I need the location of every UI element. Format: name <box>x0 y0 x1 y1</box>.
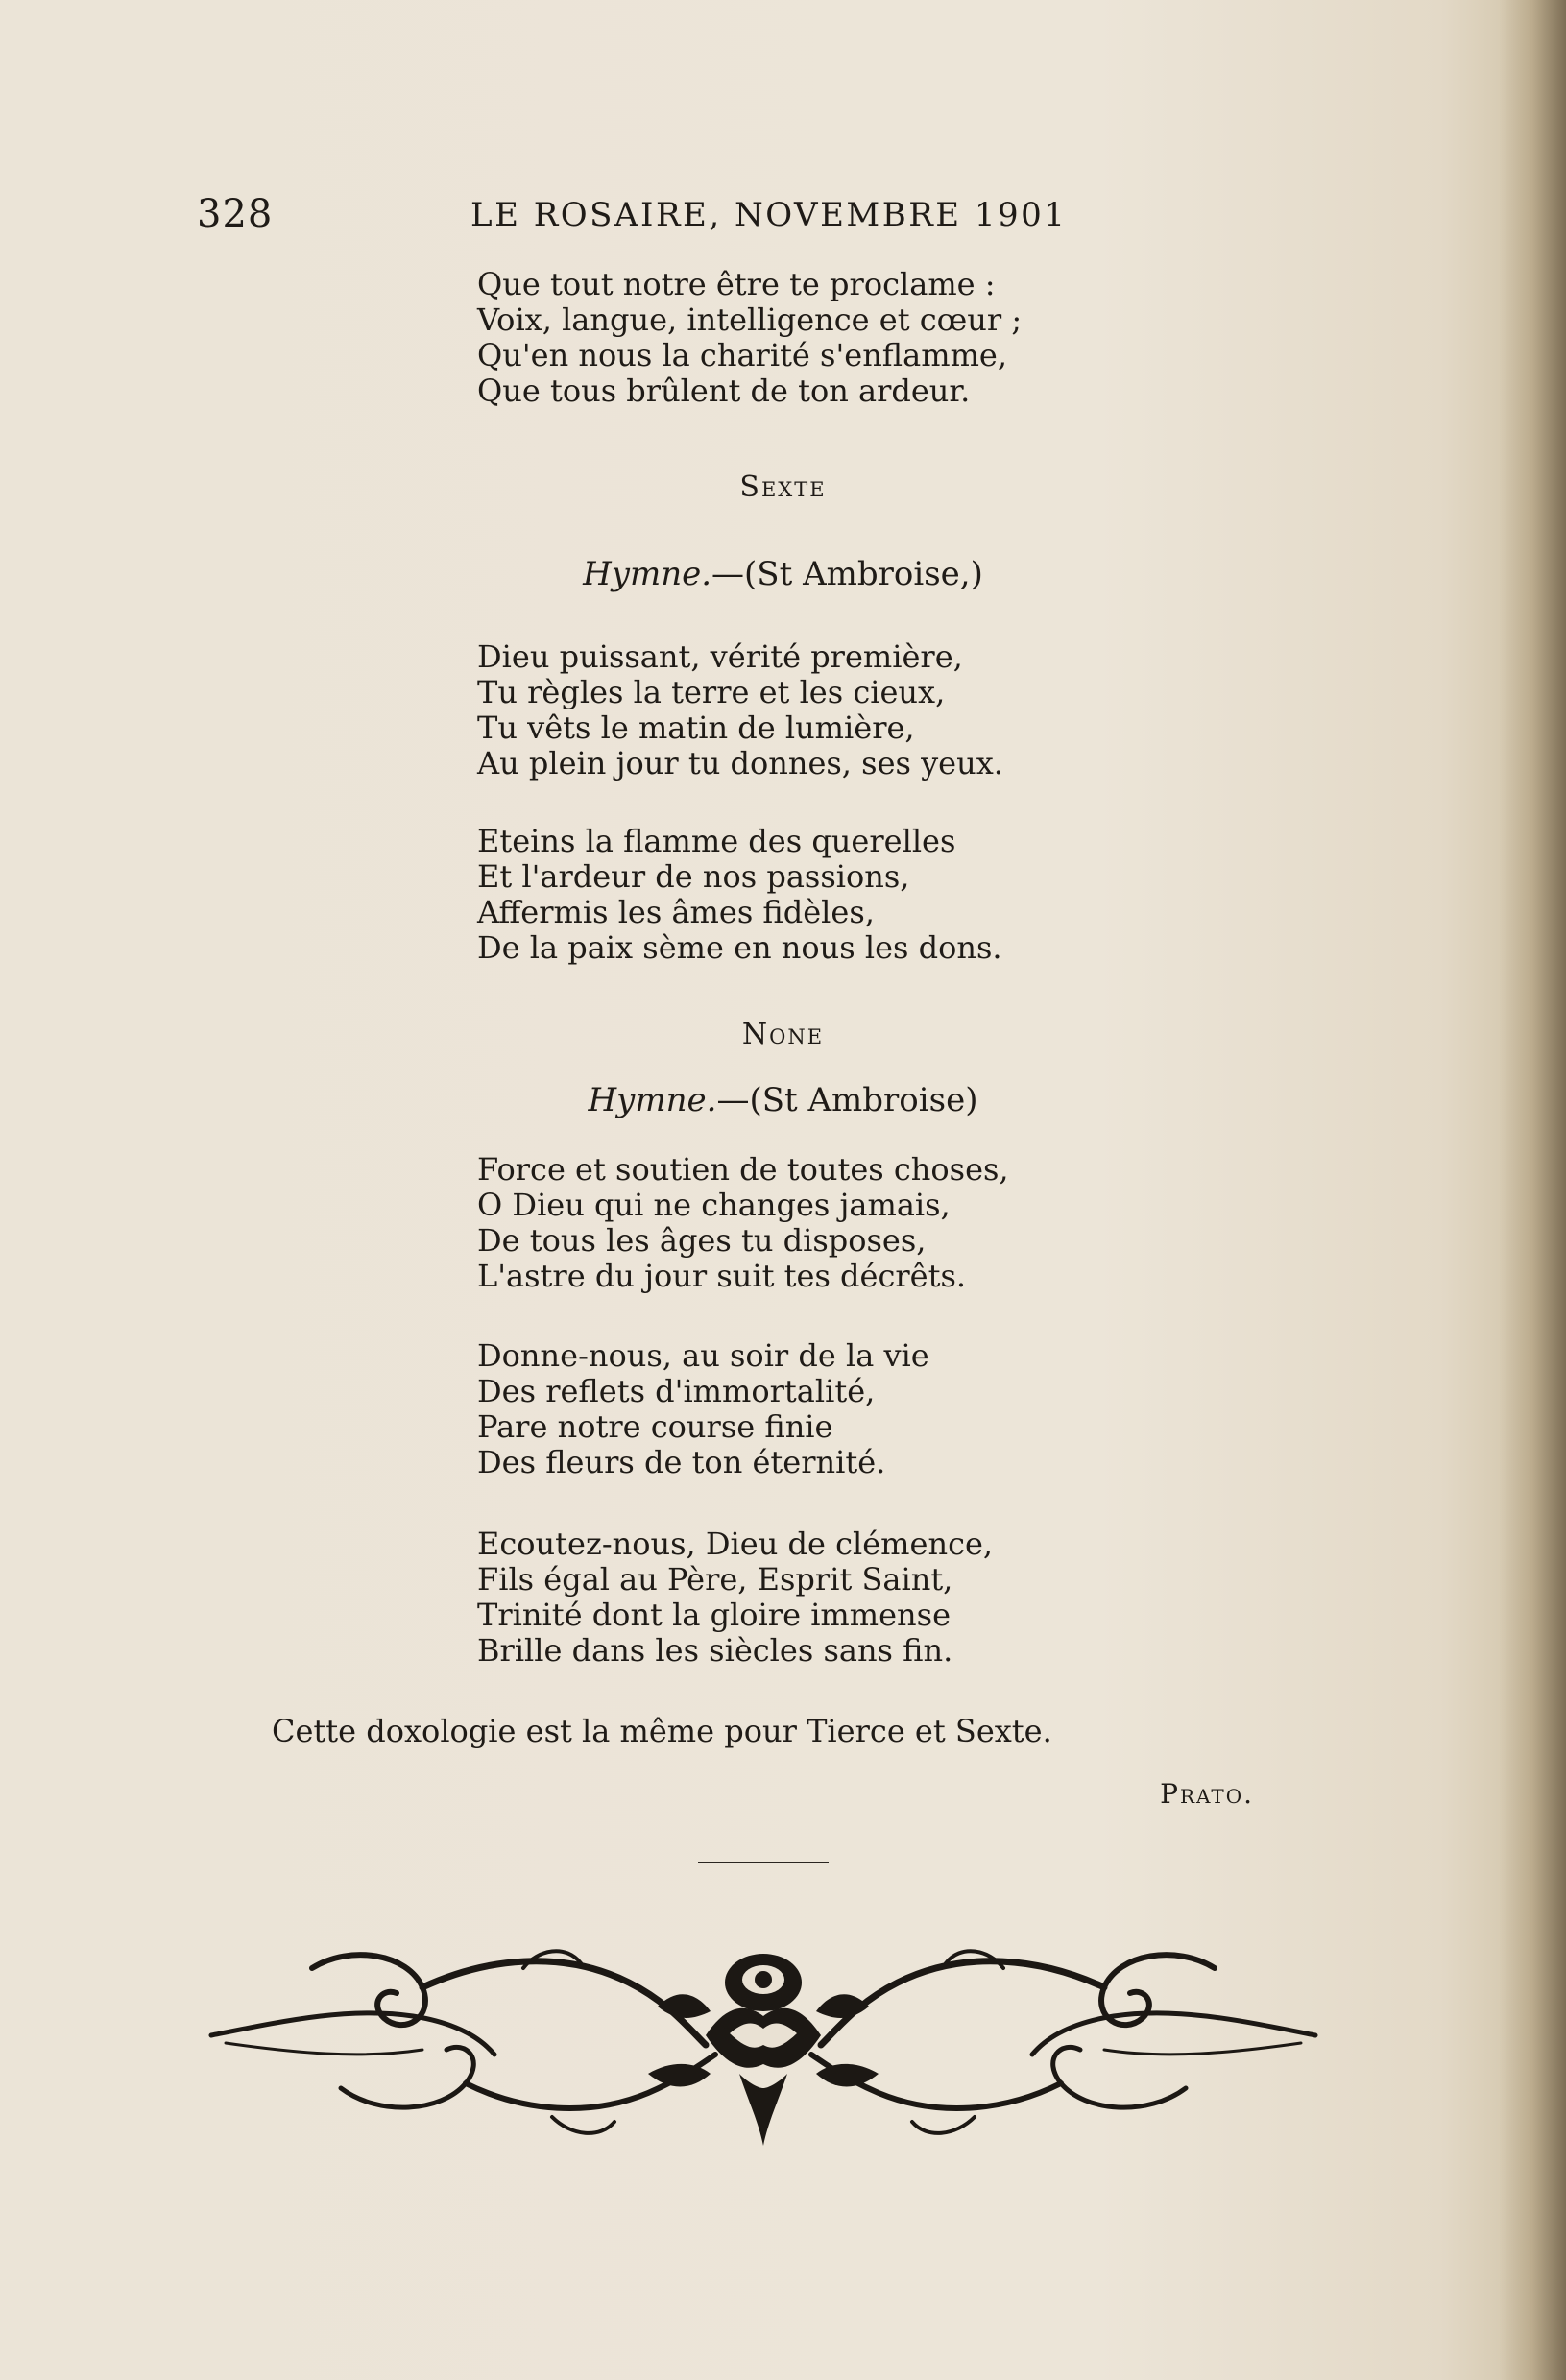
verse-line: Fils égal au Père, Esprit Saint, <box>477 1561 953 1598</box>
doxology-note: Cette doxologie est la même pour Tierce et Sexte. <box>272 1713 1052 1749</box>
floral-scroll-ornament-icon <box>206 1930 1320 2160</box>
verse-line: De tous les âges tu disposes, <box>477 1222 927 1259</box>
hymn-attribution: —(St Ambroise) <box>716 1081 978 1119</box>
verse-line: L'astre du jour suit tes décrêts. <box>477 1258 967 1294</box>
verse-line: Ecoutez-nous, Dieu de clémence, <box>477 1526 994 1562</box>
verse-line: Tu règles la terre et les cieux, <box>477 674 946 710</box>
hymn-heading-none <box>0 1081 1566 1119</box>
verse-line: Des fleurs de ton éternité. <box>477 1444 886 1480</box>
verse-line: Voix, langue, intelligence et cœur ; <box>477 301 1023 338</box>
stanza-none-1 <box>477 1152 1072 1294</box>
page-gutter-shadow <box>1499 0 1566 2380</box>
verse-line: De la paix sème en nous les dons. <box>477 929 1002 966</box>
running-head: LE ROSAIRE, NOVEMBRE 1901 <box>470 196 1068 234</box>
verse-line: Dieu puissant, vérité première, <box>477 638 963 675</box>
section-title-sexte: Sexte <box>739 470 827 504</box>
stanza-sexte-1 <box>477 639 1072 781</box>
verse-line: Donne-nous, au soir de la vie <box>477 1337 929 1374</box>
verse-line: Pare notre course finie <box>477 1408 833 1445</box>
verse-line: Tu vêts le matin de lumière, <box>477 709 915 746</box>
verse-line: Affermis les âmes fidèles, <box>477 894 875 930</box>
hymn-label: Hymne. <box>588 1081 717 1119</box>
section-title-none: None <box>741 1018 825 1051</box>
hymn-attribution: —(St Ambroise,) <box>711 555 983 593</box>
verse-line: Que tous brûlent de ton ardeur. <box>477 373 971 409</box>
stanza-none-2 <box>477 1338 1072 1480</box>
verse-line: Qu'en nous la charité s'enflamme, <box>477 337 1008 373</box>
verse-line: Force et soutien de toutes choses, <box>477 1151 1009 1188</box>
verse-line: Eteins la flamme des querelles <box>477 823 956 859</box>
verse-line: Que tout notre être te proclame : <box>477 266 996 302</box>
verse-line: Et l'ardeur de nos passions, <box>477 858 910 895</box>
verse-line: O Dieu qui ne changes jamais, <box>477 1187 951 1223</box>
author-signature: Prato. <box>1160 1778 1254 1810</box>
stanza-intro <box>477 267 1072 409</box>
verse-line: Des reflets d'immortalité, <box>477 1373 876 1409</box>
closing-rule <box>698 1862 829 1863</box>
page-number: 328 <box>197 192 274 236</box>
hymn-heading-sexte <box>0 555 1566 593</box>
hymn-label: Hymne. <box>583 555 712 593</box>
stanza-sexte-2 <box>477 824 1072 966</box>
verse-line: Brille dans les siècles sans fin. <box>477 1632 953 1669</box>
verse-line: Trinité dont la gloire immense <box>477 1597 952 1633</box>
verse-line: Au plein jour tu donnes, ses yeux. <box>477 745 1003 781</box>
stanza-none-3 <box>477 1527 1072 1669</box>
page-header <box>197 192 1349 240</box>
